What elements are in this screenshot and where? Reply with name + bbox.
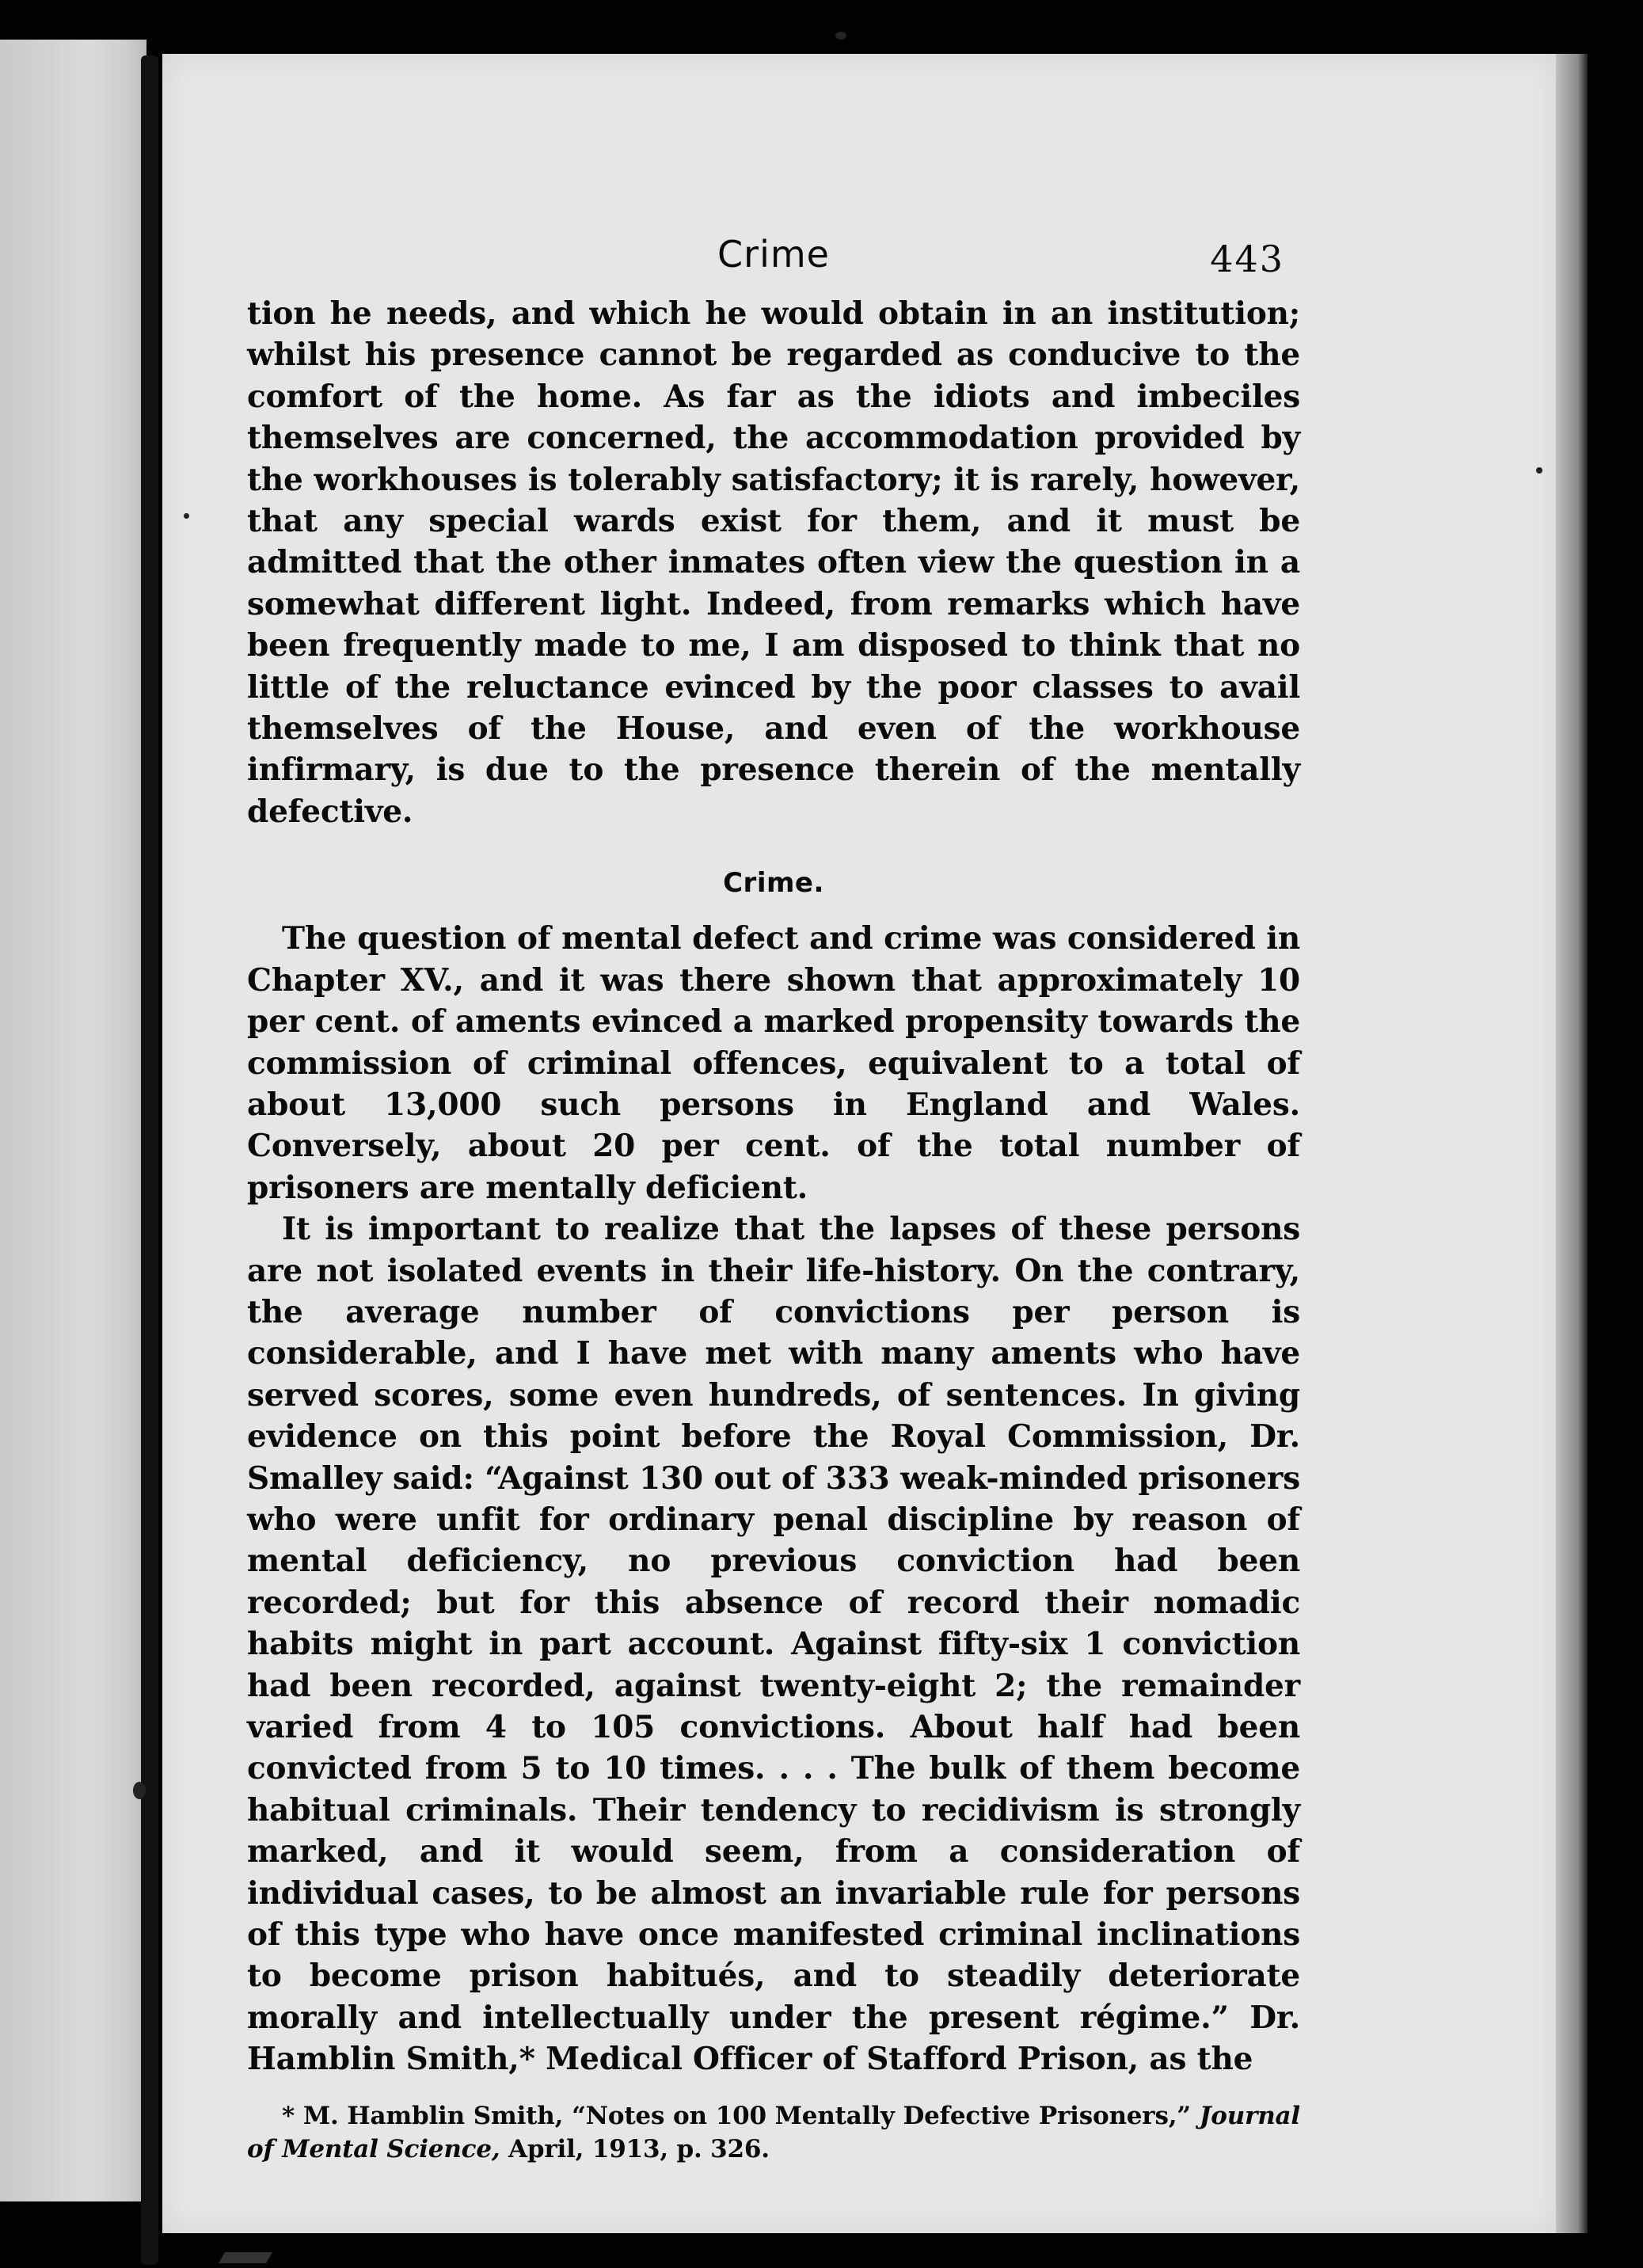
section-heading: Crime. [723,867,824,900]
page-right-edge [1556,54,1588,2233]
book-gutter-shadow [141,55,158,2265]
running-head-title: Crime [717,233,830,276]
running-head [247,222,1300,293]
page-text-block [247,222,1300,2190]
footnote-journal: Journal of Mental Science, [247,2101,1300,2163]
body-paragraph-2: The question of mental defect and crime was considered in Chapter XV., and it was there shown that approximately 10 per cent. of aments evinced a marked propensity towards the commission of criminal offences, equivalent to a total of about 13,000 such persons in England and Wales. Conversely, about 20 per cent. of the total number of prisoners are mentally deficient. [247,920,1300,1206]
footnote-text: * M. Hamblin Smith, “Notes on 100 Mentally Defective Prisoners,” [282,2101,1191,2130]
footnote [247,2099,1300,2166]
page-number: 443 [1210,238,1284,280]
previous-page-edge [0,40,146,2201]
body-paragraph-1: tion he needs, and which he would obtain in an institution; whilst his presence cannot be regarded as conducive to the comfort of the home. As far as the idiots and imbeciles themselves are concerned, the accommodation provided by the workhouses is tolerably satisfactory; it is rarely, however, that any special wards exist for them, and it must be admitted that the other inmates often view the question in a somewhat different light. Indeed, from remarks which have been frequently made to me, I am disposed to think that no little of the reluctance evinced by the poor classes to avail themselves of the House, and even of the workhouse infirmary, is due to the presence therein of the mentally defective. [247,295,1300,830]
scan-speck [133,1782,146,1799]
scan-speck [835,32,846,40]
footnote-citation: April, 1913, p. 326. [508,2134,770,2163]
scan-speck [1536,467,1542,474]
scan-speck [184,513,189,519]
body-paragraph-3: It is important to realize that the lapses of these persons are not isolated events in their life-history. On the contrary, the average number of convictions per person is considerable, and I have met with many aments who have served scores, some even hundreds, of sentences. In giving evidence on this point before the Royal Commission, Dr. Smalley said: “Against 130 out of 333 weak-minded prisoners who were unfit for ordinary penal discipline by reason of mental deficiency, no previous conviction had been recorded; but for this absence of record their nomadic habits might in part account. Against fifty-six 1 conviction had been recorded, against twenty-eight 2; the remainder varied from 4 to 105 convictions. About half had been convicted from 5 to 10 times. . . . The bulk of them become habitual criminals. Their tendency to recidivism is strongly marked, and it would seem, from a consideration of individual cases, to be almost an invariable rule for persons of this type who have once manifested criminal inclinations to become prison habitués, and to steadily deteriorate morally and intellectually under the present régime.” Dr. Hamblin Smith,* Medical Officer of Stafford Prison, as the [247,1211,1300,2078]
scan-crease [219,2252,272,2263]
